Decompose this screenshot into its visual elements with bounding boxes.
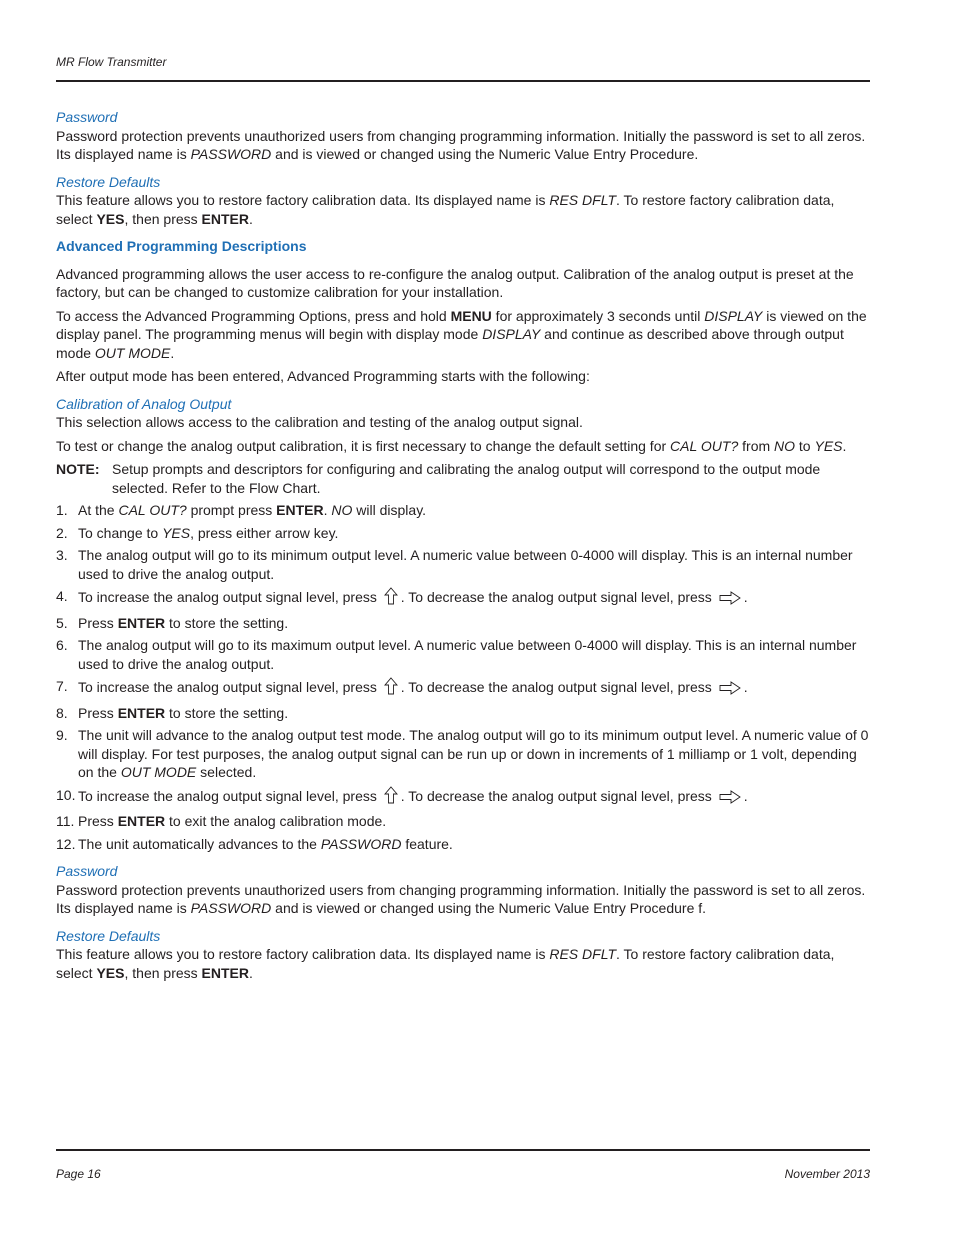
- advanced-paragraph-2: To access the Advanced Programming Options, press and hold MENU for approximately 3 seconds until DISPLAY is viewed on the display panel. The programming menus will begin with display mode DISPLAY and continue as described above through output mode OUT MODE.: [56, 307, 867, 361]
- list-item: 7. To increase the analog output signal level, press . To decrease the analog output signal level, press .: [56, 677, 870, 700]
- publication-date: November 2013: [784, 1167, 870, 1181]
- up-arrow-icon: [384, 677, 398, 700]
- list-item: 1. At the CAL OUT? prompt press ENTER. NO will display.: [56, 502, 427, 518]
- advanced-programming-heading: Advanced Programming Descriptions: [56, 238, 307, 254]
- page-number: Page 16: [56, 1167, 101, 1181]
- header-title: MR Flow Transmitter: [56, 55, 167, 69]
- list-item: 2. To change to YES, press either arrow key.: [56, 524, 339, 541]
- list-item: 5. Press ENTER to store the setting.: [56, 614, 289, 631]
- right-arrow-icon: [719, 790, 741, 809]
- note-text: Setup prompts and descriptors for configuring and calibrating the analog output will correspond to the output mode selected. Refer to the Flow Chart.: [112, 461, 821, 496]
- list-item: 12. The unit automatically advances to the PASSWORD feature.: [56, 835, 453, 852]
- password-subheading: Password: [56, 109, 118, 125]
- password-paragraph-2: Password protection prevents unauthorized users from changing programming information. Initially the password is set to all zeros. Its displayed name is PASSWORD and is viewed or changed using the Numeric Value Entry Procedure f.: [56, 881, 866, 916]
- password-paragraph: Password protection prevents unauthorized users from changing programming information. Initially the password is set to all zeros. Its displayed name is PASSWORD and is viewed or changed using the Numeric Value Entry Procedure.: [56, 127, 866, 162]
- right-arrow-icon: [719, 591, 741, 610]
- list-item: 9. The unit will advance to the analog output test mode. The analog output will go to its minimum output level. A numeric value of 0 will display. For test purposes, the analog output signal can be run up or down in increments of 1 milliamp or 1 volt, depending on the OUT MODE selected.: [56, 727, 869, 780]
- list-item: 4. To increase the analog output signal level, press . To decrease the analog output signal level, press .: [56, 587, 870, 610]
- list-item: 6. The analog output will go to its maximum output level. A numeric value between 0-4000 will display. This is an internal number used to drive the analog output.: [56, 637, 857, 672]
- list-item: 8. Press ENTER to store the setting.: [56, 704, 289, 721]
- restore-defaults-paragraph-2: This feature allows you to restore factory calibration data. Its displayed name is RES DFLT. To restore factory calibration data, select YES, then press ENTER.: [56, 946, 835, 981]
- advanced-paragraph-3: After output mode has been entered, Advanced Programming starts with the following:: [56, 368, 590, 384]
- list-item: 10. To increase the analog output signal level, press . To decrease the analog output signal level, press .: [56, 786, 870, 809]
- restore-defaults-subheading-2: Restore Defaults: [56, 927, 161, 944]
- up-arrow-icon: [384, 587, 398, 610]
- password-subheading-2: Password: [56, 863, 118, 879]
- up-arrow-icon: [384, 786, 398, 809]
- advanced-paragraph-1: Advanced programming allows the user access to re-configure the analog output. Calibration of the analog output is preset at the factory, but can be changed to customize calibration for your installation.: [56, 265, 854, 300]
- header-rule: [56, 80, 870, 82]
- note: [56, 460, 870, 497]
- content: [56, 108, 870, 982]
- calibration-paragraph-1: This selection allows access to the calibration and testing of the analog output signal.: [56, 414, 583, 430]
- list-item: 11. Press ENTER to exit the analog calibration mode.: [56, 813, 387, 829]
- restore-defaults-subheading: Restore Defaults: [56, 173, 161, 190]
- note-label: NOTE:: [56, 461, 100, 477]
- footer-rule: [56, 1149, 870, 1151]
- calibration-steps: [56, 501, 870, 853]
- calibration-paragraph-2: To test or change the analog output calibration, it is first necessary to change the default setting for CAL OUT? from NO to YES.: [56, 437, 847, 454]
- right-arrow-icon: [719, 681, 741, 700]
- calibration-subheading: Calibration of Analog Output: [56, 395, 232, 412]
- restore-defaults-paragraph: This feature allows you to restore factory calibration data. Its displayed name is RES DFLT. To restore factory calibration data, select YES, then press ENTER.: [56, 192, 835, 227]
- list-item: 3. The analog output will go to its minimum output level. A numeric value between 0-4000 will display. This is an internal number used to drive the analog output.: [56, 547, 853, 582]
